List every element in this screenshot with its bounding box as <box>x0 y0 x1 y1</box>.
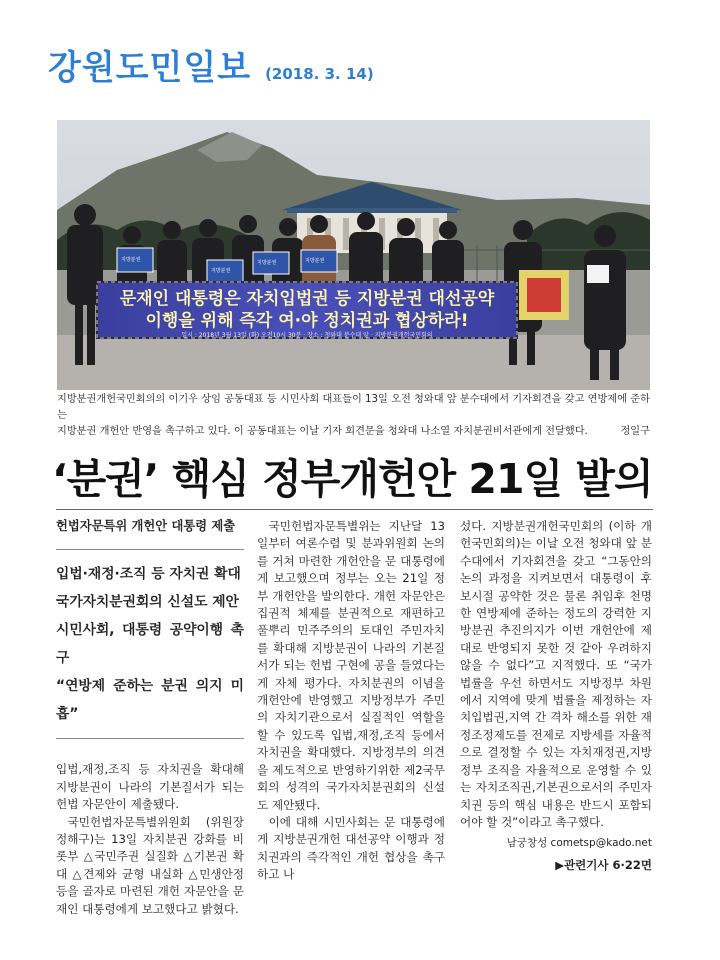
news-photo <box>57 120 650 390</box>
deck-line-4: “연방제 준하는 분권 의지 미흡” <box>56 678 244 723</box>
paragraph: 국민헌법자문특별위원회 (위원장 정해구)는 13일 자치분권 강화를 비롯부 △국민주권 실질화 △기본권 확대 △견제와 균형 내실화 △민생안정 등을 골자로 마련된 개헌 자문안을 문재인 대통령에게 보고했다고 밝혔다. <box>56 814 244 916</box>
publication-date: (2018. 3. 14) <box>265 65 374 83</box>
paragraph: 입법,재정,조직 등 자치권을 확대해 지방분권이 나라의 기본질서가 되는 헌법 자문안이 제출됐다. <box>56 762 244 812</box>
deck-line-3: 시민사회, 대통령 공약이행 촉구 <box>56 622 244 667</box>
subheadline: 헌법자문특위 개헌안 대통령 제출 <box>56 519 236 533</box>
svg-text:지방분권: 지방분권 <box>305 258 325 264</box>
masthead <box>48 40 374 90</box>
banner-main-line2: 이행을 위해 즉각 여·야 정치권과 협상하라! <box>145 311 469 331</box>
svg-text:지방분권: 지방분권 <box>121 257 141 263</box>
banner-sub: 일시 : 2018년 3월 13일 (화) 오전10시 30분 · 장소 : 청와대 분수대 앞 · 지방분권개헌국민회의 <box>181 332 433 339</box>
article-column-2 <box>257 518 445 884</box>
photo-credit: 정일구 <box>620 426 650 437</box>
headline: ‘분권’ 핵심 정부개헌안 21일 발의 <box>52 455 653 503</box>
deck <box>56 549 244 739</box>
caption-line-1: 지방분권개헌국민회의의 이기우 상임 공동대표 등 시민사회 대표들이 13일 오전 청와대 앞 분수대에서 기자회견을 갖고 연방제에 준하는 <box>57 394 650 421</box>
article-column-3 <box>460 518 652 874</box>
article-column-1 <box>56 518 244 918</box>
deck-line-2: 국가자치분권회의 신설도 제안 <box>56 594 239 611</box>
headline-divider <box>56 509 653 510</box>
deck-line-1: 입법·재정·조직 등 자치권 확대 <box>56 566 241 583</box>
svg-text:지방분권: 지방분권 <box>211 268 231 274</box>
paragraph: 국민헌법자문특별위는 지난달 13일부터 여론수렴 및 분과위원회 논의를 거쳐 마련한 개헌안을 문 대통령에게 보고했으며 정부는 오는 21일 정부 개헌안을 발의한다. 개헌 자문안은 집권적 체제를 분권적으로 재편하고 풀뿌리 민주주의의 토대인 주민자치를 확대해 지방분권이 나라의 기본질서가 되는 헌법 구현에 공을 들였다는게 자체 평가다. 자치분권의 이념을 개헌안에 반영했고 지방정부가 주민의 자치기관으로서 실질적인 역할을 할 수 있도록 입법,재정,조직 등에서 자치권을 확대했다. 지방정부의 의견을 제도적으로 반영하기위한 제2국무회의 성격의 국가자치분권회의 신설도 제안됐다. <box>257 519 445 812</box>
paragraph: 섰다. 지방분권개헌국민회의 (이하 개헌국민회의)는 이날 오전 청와대 앞 분수대에서 기자회견을 갖고 “그동안의 논의 과정을 지켜보면서 대통령이 후보시절 공약한 것은 물론 취임후 천명한 연방제에 준하는 정도의 강력한 지방분권 추진의지가 이번 개헌안에 제대로 반영되지 못한 것 같아 우려하지 않을 수 없다”고 지적했다. 또 “국가 법률을 우선 하면서도 지방정부 차원에서 지역에 맞게 법률을 제정하는 자치입법권,지역 간 격차 해소를 위한 재정조정제도를 전제로 지방세를 자율적으로 결정할 수 있는 자치재정권,지방정부 조직을 자율적으로 운영할 수 있는 자치조직권,기본권으로서의 주민자치권 등의 핵심 내용은 반드시 포함되어야 할 것”이라고 촉구했다. <box>460 519 652 829</box>
paragraph: 이에 대해 시민사회는 문 대통령에게 지방분권개헌 대선공약 이행과 정치권과의 즉각적인 개헌 협상을 촉구하고 나 <box>257 814 445 882</box>
newspaper-name: 강원도민일보 <box>48 48 252 88</box>
related-articles-link[interactable]: ▶관련기사 6·22면 <box>555 857 652 872</box>
byline: 남궁창성 cometsp@kado.net <box>506 837 652 850</box>
svg-text:지방분권: 지방분권 <box>257 260 277 266</box>
caption-line-2: 지방분권 개헌안 반영을 촉구하고 있다. 이 공동대표는 이날 기자 회견문을 청와대 나소열 자치분권비서관에게 전달했다. <box>57 426 588 437</box>
photo-caption <box>57 392 650 440</box>
banner-main-line1: 문재인 대통령은 자치입법권 등 지방분권 대선공약 <box>119 289 495 309</box>
